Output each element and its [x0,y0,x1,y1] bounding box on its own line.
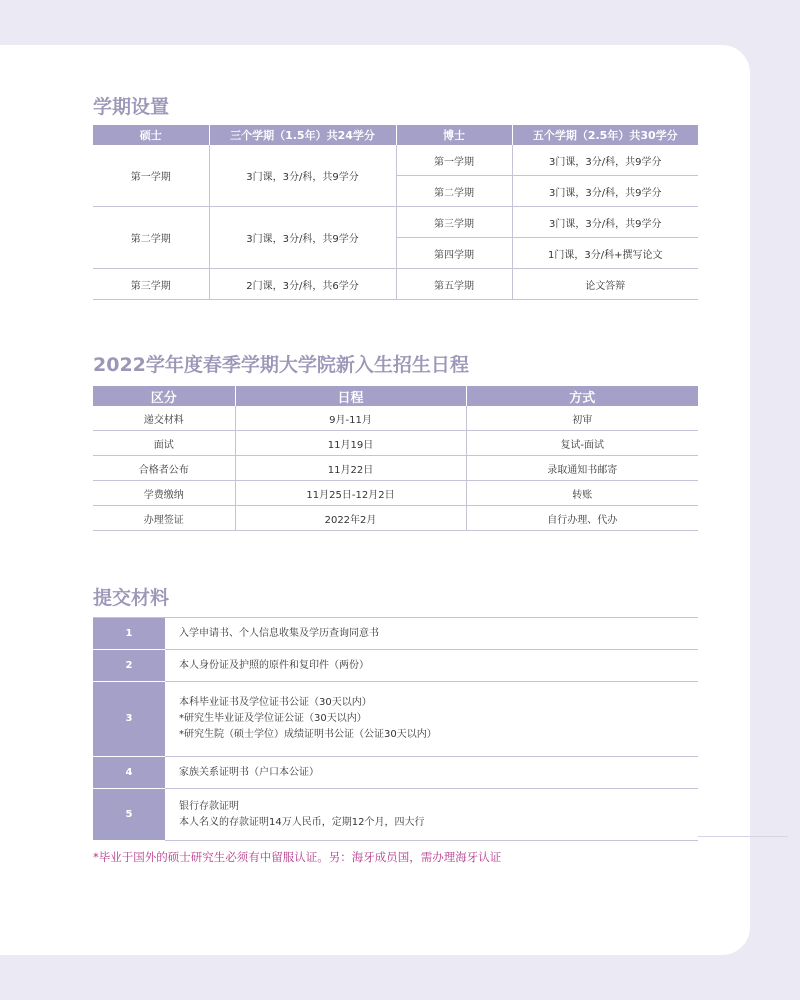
schedule-item: 面试 [93,431,235,456]
semester-table [93,125,698,300]
material-line: *研究生毕业证及学位证公证（30天以内） [179,713,367,724]
table-row [93,789,698,841]
header-doctor: 博士 [396,125,512,145]
header-method: 方式 [466,386,698,406]
table-row [93,757,698,789]
table-header-row [93,125,698,145]
master-detail: 3门课，3分/科，共9学分 [209,145,396,207]
materials-table [93,617,698,841]
material-line: 银行存款证明 [179,800,239,812]
schedule-item: 学费缴纳 [93,481,235,506]
doctor-detail: 3门课，3分/科，共9学分 [512,145,698,176]
master-term: 第一学期 [93,145,209,207]
doctor-detail: 1门课，3分/科+撰写论文 [512,238,698,269]
schedule-method: 初审 [466,406,698,431]
material-line: 本人名义的存款证明14万人民币，定期12个月，四大行 [179,816,425,828]
table-row [93,682,698,757]
material-number: 4 [93,757,165,789]
material-number: 2 [93,650,165,682]
doctor-term: 第五学期 [396,269,512,300]
material-line: 入学申请书、个人信息收集及学历查询同意书 [179,627,379,639]
decorative-divider [698,836,788,837]
material-line: *研究生院（硕士学位）成绩证明书公证（公证30天以内） [179,729,437,740]
schedule-method: 转账 [466,481,698,506]
doctor-detail: 3门课，3分/科，共9学分 [512,176,698,207]
material-line: 本科毕业证书及学位证书公证（30天以内） [179,697,372,708]
master-term: 第二学期 [93,207,209,269]
material-description [165,650,698,682]
header-schedule: 日程 [235,386,466,406]
table-row [93,269,698,300]
schedule-date: 9月-11月 [235,406,466,431]
schedule-date: 11月22日 [235,456,466,481]
table-row [93,431,698,456]
table-row [93,207,698,238]
schedule-date: 11月19日 [235,431,466,456]
table-row [93,456,698,481]
material-description [165,682,698,757]
doctor-detail: 论文答辩 [512,269,698,300]
header-category: 区分 [93,386,235,406]
doctor-term: 第四学期 [396,238,512,269]
material-description [165,618,698,650]
master-detail: 3门课，3分/科，共9学分 [209,207,396,269]
schedule-item: 递交材料 [93,406,235,431]
header-master: 硕士 [93,125,209,145]
table-header-row [93,386,698,406]
table-row [93,618,698,650]
master-detail: 2门课，3分/科，共6学分 [209,269,396,300]
doctor-term: 第二学期 [396,176,512,207]
doctor-term: 第一学期 [396,145,512,176]
material-line: 家族关系证明书（户口本公证） [179,766,319,778]
doctor-detail: 3门课，3分/科，共9学分 [512,207,698,238]
section-title-materials: 提交材料 [93,587,170,609]
table-row [93,650,698,682]
header-master-plan: 三个学期（1.5年）共24学分 [209,125,396,145]
footnote: *毕业于国外的硕士研究生必须有中留服认证。另：海牙成员国，需办理海牙认证 [93,850,502,864]
schedule-method: 自行办理、代办 [466,506,698,531]
material-description [165,789,698,841]
table-row [93,506,698,531]
schedule-item: 合格者公布 [93,456,235,481]
schedule-date: 2022年2月 [235,506,466,531]
schedule-item: 办理签证 [93,506,235,531]
header-doctor-plan: 五个学期（2.5年）共30学分 [512,125,698,145]
material-number: 3 [93,682,165,757]
table-row [93,481,698,506]
schedule-method: 录取通知书邮寄 [466,456,698,481]
table-row [93,406,698,431]
doctor-term: 第三学期 [396,207,512,238]
master-term: 第三学期 [93,269,209,300]
schedule-date: 11月25日-12月2日 [235,481,466,506]
material-line: 本人身份证及护照的原件和复印件（两份） [179,659,369,671]
material-number: 5 [93,789,165,841]
section-title-schedule: 2022学年度春季学期大学院新入生招生日程 [93,354,469,376]
schedule-method: 复试-面试 [466,431,698,456]
schedule-table [93,386,698,531]
section-title-semester: 学期设置 [93,96,170,118]
material-number: 1 [93,618,165,650]
material-description [165,757,698,789]
table-row [93,145,698,176]
